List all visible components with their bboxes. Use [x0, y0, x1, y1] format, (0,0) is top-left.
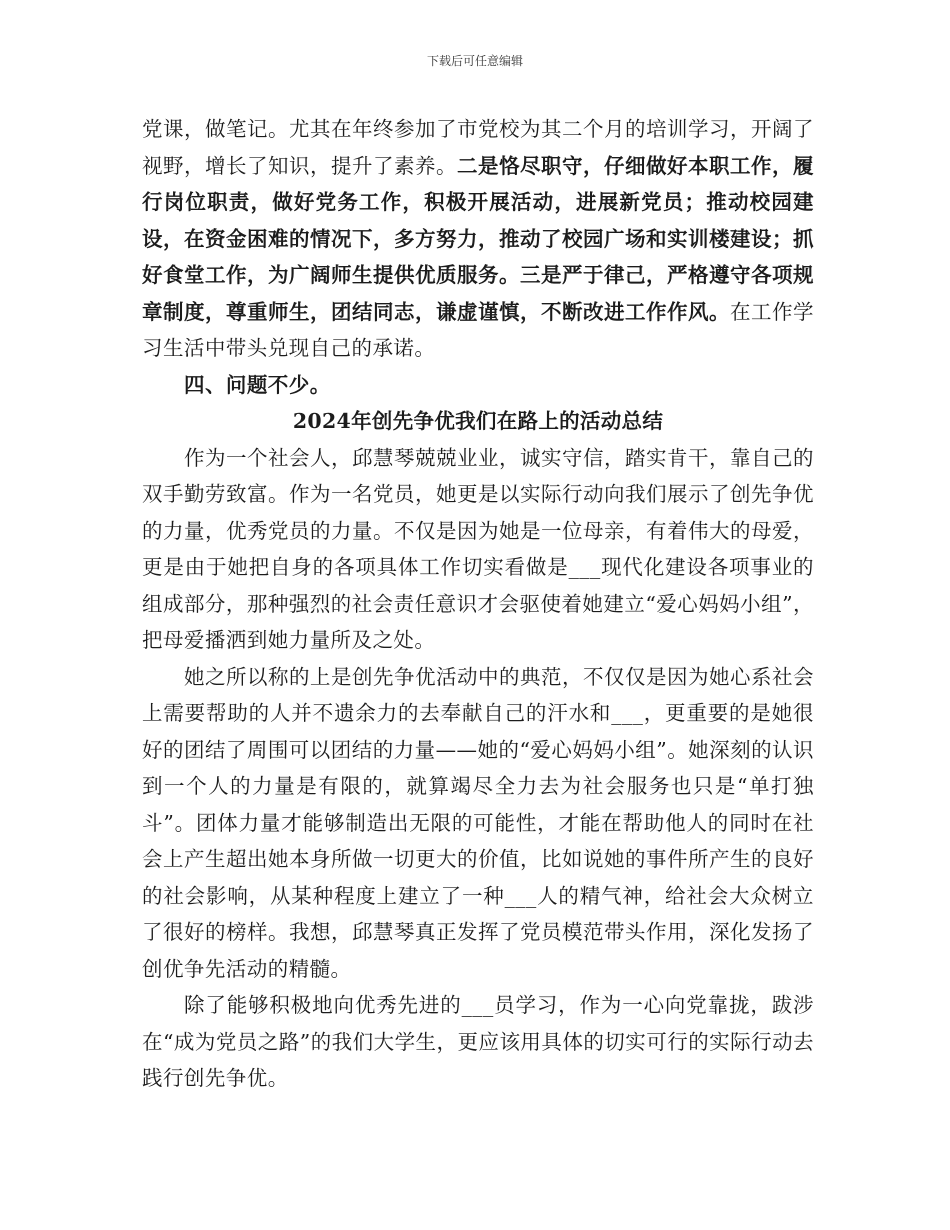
document-body	[142, 111, 814, 1097]
paragraph-text: 党课，做笔记。尤其在年终参加了市党校为其二个月的培训学习，开阔了视野，增长了知识，提升了素养。	[142, 117, 814, 178]
section-heading: 四、问题不少。	[184, 372, 331, 397]
paragraph-bold-text: 二是恪尽职守，仔细做好本职工作，履行岗位职责，做好党务工作，积极开展活动，进展新党员；推动校园建设，在资金困难的情况下，多方努力，推动了校园广场和实训楼建设；抓好食堂工作，为广阔师生提供优质服务。三是严于律己，严格遵守各项规章制度，尊重师生，团结同志，谦虚谨慎，不断改进工作作风。	[142, 153, 815, 324]
paragraph-example: 她之所以称的上是创先争优活动中的典范，不仅仅是因为她心系社会上需要帮助的人并不遗余力的去奉献自己的汗水和___，更重要的是她很好的团结了周围可以团结的力量——她的“爱心妈妈小组”。她深刻的认识到一个人的力量是有限的，就算竭尽全力去为社会服务也只是“单打独斗”。团体力量才能够制造出无限的可能性，才能在帮助他人的同时在社会上产生超出她本身所做一切更大的价值，比如说她的事件所产生的良好的社会影响，从某种程度上建立了一种___人的精气神，给社会大众树立了很好的榜样。我想，邱慧琴真正发挥了党员模范带头作用，深化发扬了创优争先活动的精髓。	[142, 664, 814, 981]
paragraph-intro: 作为一个社会人，邱慧琴兢兢业业，诚实守信，踏实肯干，靠自己的双手勤劳致富。作为一名党员，她更是以实际行动向我们展示了创先争优的力量，优秀党员的力量。不仅是因为她是一位母亲，有着伟大的母爱，更是由于她把自身的各项具体工作切实看做是___现代化建设各项事业的组成部分，那种强烈的社会责任意识才会驱使着她建立“爱心妈妈小组”，把母爱播洒到她力量所及之处。	[142, 445, 814, 652]
page-header: 下载后可任意编辑	[426, 54, 523, 68]
paragraph-conclusion: 除了能够积极地向优秀先进的___员学习，作为一心向党靠拢，跋涉在“成为党员之路”的我们大学生，更应该用具体的切实可行的实际行动去践行创先争优。	[142, 993, 814, 1090]
paragraph-work-summary	[142, 111, 814, 367]
paragraph-text: 在工作学习生活中带头兑现自己的承诺。	[142, 299, 814, 360]
document-title: 2024年创先争优我们在路上的活动总结	[292, 409, 664, 433]
